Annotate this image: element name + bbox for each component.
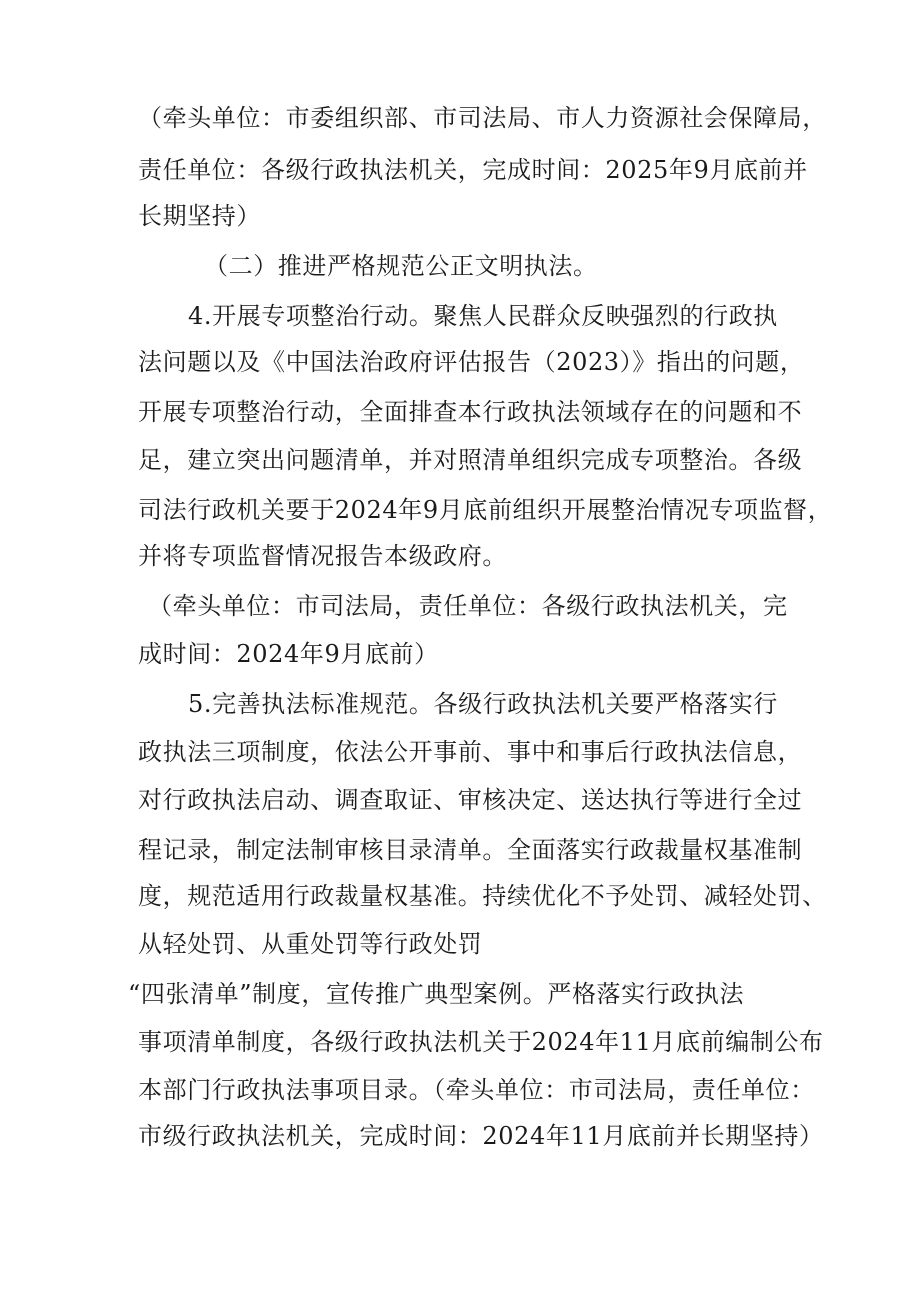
text-line: 本部门行政执法事项目录。（牵头单位：市司法局，责任单位： [138,1076,815,1104]
text-line: 司法行政机关要于2024年9月底前组织开展整治情况专项监督， [138,496,833,524]
item-heading: 4.开展专项整治行动。聚焦人民群众反映强烈的行政执 [188,302,778,330]
text-line: 并将专项监督情况报告本级政府。 [138,542,507,570]
section-heading: （二）推进严格规范公正文明执法。 [204,252,598,280]
text-line: 法问题以及《中国法治政府评估报告（2023）》指出的问题， [138,348,805,376]
text-line: 程记录，制定法制审核目录清单。全面落实行政裁量权基准制 [138,836,803,864]
text-line: 开展专项整治行动，全面排查本行政执法领域存在的问题和不 [138,398,803,426]
text-line: 度，规范适用行政裁量权基准。持续优化不予处罚、减轻处罚、 [138,882,827,910]
text-line: 足，建立突出问题清单，并对照清单组织完成专项整治。各级 [138,446,803,474]
text-line: 成时间：2024年9月底前） [138,640,439,668]
text-line: 长期坚持） [138,202,261,230]
item-heading: 5.完善执法标准规范。各级行政执法机关要严格落实行 [188,690,778,718]
text-line: 责任单位：各级行政执法机关，完成时间：2025年9月底前并 [138,156,808,184]
text-line: 从轻处罚、从重处罚等行政处罚 [138,930,483,958]
text-line: （牵头单位：市司法局，责任单位：各级行政执法机关，完 [148,592,788,620]
text-line: 市级行政执法机关，完成时间：2024年11月底前并长期坚持） [138,1122,824,1150]
text-line: 事项清单制度，各级行政执法机关于2024年11月底前编制公布 [138,1028,824,1056]
text-line: 对行政执法启动、调查取证、审核决定、送达执行等进行全过 [138,786,803,814]
text-line: “四张清单”制度，宣传推广典型案例。严格落实行政执法 [128,980,745,1008]
text-line: 政执法三项制度，依法公开事前、事中和事后行政执法信息， [138,738,803,766]
text-line: （牵头单位：市委组织部、市司法局、市人力资源社会保障局， [138,104,827,132]
